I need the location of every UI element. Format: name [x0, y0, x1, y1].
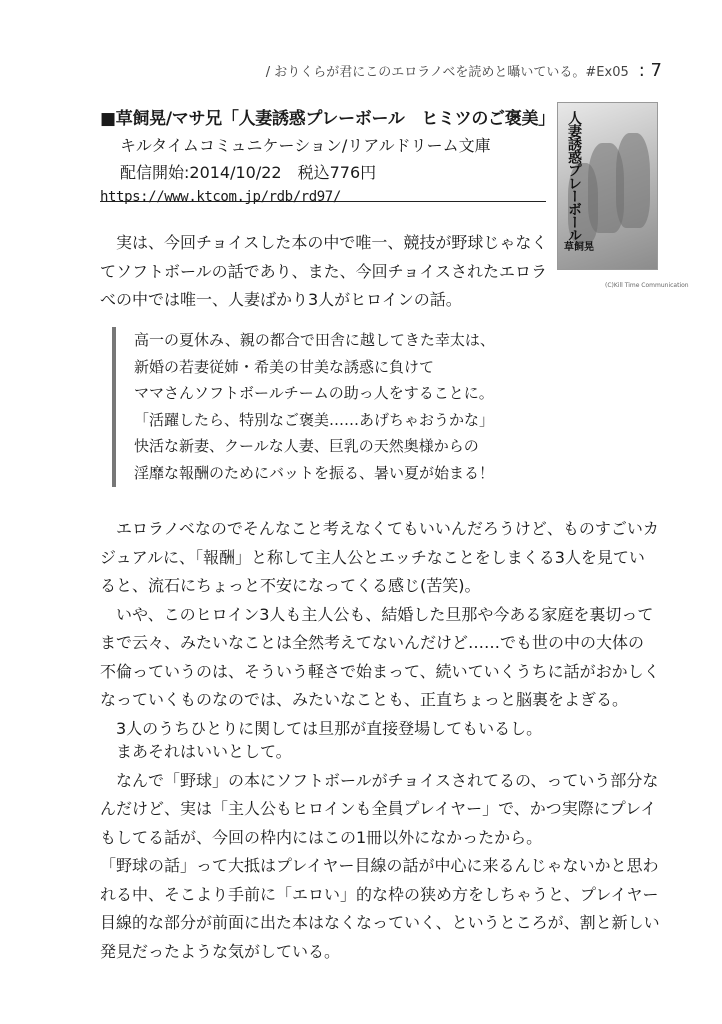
book-release: 配信開始:2014/10/22 税込776円 [120, 163, 377, 182]
text-line: まあそれはいいとして。 [100, 742, 292, 761]
body-paragraph-1 [100, 515, 660, 743]
text-line: 3人のうちひとりに関しては旦那が直接登場してもいるし。 [100, 718, 543, 738]
text-line: 発見だったような気がしている。 [100, 941, 341, 961]
intro-paragraph [100, 229, 640, 315]
text-line: なっていくものなのでは、みたいなことも、正直ちょっと脳裏をよぎる。 [100, 690, 629, 709]
quote-line: 新婚の若妻従姉・希美の甘美な誘惑に負けて [134, 357, 435, 376]
running-header [266, 60, 662, 81]
book-info [100, 104, 555, 205]
book-publisher: キルタイムコミュニケーション/リアルドリーム文庫 [120, 136, 491, 155]
text-line: べの中では唯一、人妻ばかり3人がヒロインの話。 [100, 290, 462, 309]
quote-line: ママさんソフトボールチームの助っ人をすることに。 [134, 384, 494, 402]
text-line: 目線的な部分が前面に出た本はなくなっていく、というところが、割と新しい [100, 913, 660, 932]
text-line: いや、このヒロイン3人も主人公も、結婚した旦那や今ある家庭を裏切って [100, 604, 654, 624]
quote-line: 淫靡な報酬のためにバットを振る、暑い夏が始まる！ [134, 463, 495, 482]
cover-caption: (C)Kill Time Communication [605, 282, 689, 289]
text-line: もしてる話が、今回の枠内にはこの1冊以外になかったから。 [100, 827, 543, 847]
book-title: ■草飼晃/マサ兄「人妻誘惑プレーボール ヒミツのご褒美」 [100, 109, 555, 129]
text-line: 「野球の話」って大抵はプレイヤー目線の話が中心に来るんじゃないかと思わ [100, 856, 659, 875]
text-line: んだけど、実は「主人公もヒロインも全員プレイヤー」で、かつ実際にプレイ [100, 799, 657, 818]
text-line: れる中、そこより手前に「エロい」的な枠の狭め方をしちゃうと、プレイヤー [100, 884, 659, 904]
book-url-link[interactable]: https://www.ktcom.jp/rdb/rd97/ [100, 189, 341, 205]
cover-author: 草飼晃 [564, 242, 594, 253]
running-header-text: / おりくらが君にこのエロラノベを読めと囁いている。#Ex05 [265, 65, 629, 80]
text-line: なんで「野球」の本にソフトボールがチョイスされてるの、っていう部分な [100, 770, 659, 790]
cover-figure [616, 133, 650, 228]
text-line: 不倫っていうのは、そういう軽さで始まって、続いていくうちに話がおかしく [100, 661, 660, 681]
page-number: : 7 [638, 60, 662, 81]
text-line: てソフトボールの話であり、また、今回チョイスされたエロラ [100, 261, 548, 281]
quote-line: 「活躍したら、特別なご褒美……あげちゃおうかな」 [134, 410, 495, 429]
quote-line: 高一の夏休み、親の都合で田舎に越してきた幸太は、 [134, 331, 495, 349]
text-line: 実は、今回チョイスした本の中で唯一、競技が野球じゃなく [100, 233, 548, 252]
body-paragraph-2 [100, 738, 660, 966]
synopsis-quote [112, 327, 564, 487]
text-line: エロラノベなのでそんなこと考えなくてもいいんだろうけど、ものすごいカ [100, 519, 659, 538]
cover-title: 人妻誘惑プレーボール [566, 111, 582, 241]
text-line: まで云々、みたいなことは全然考えてないんだけど……でも世の中の大体の [100, 633, 645, 652]
quote-line: 快活な新妻、クールな人妻、巨乳の天然奥様からの [134, 437, 479, 455]
text-line: ると、流石にちょっと不安になってくる感じ(苦笑)。 [100, 576, 481, 595]
text-line: ジュアルに、「報酬」と称して主人公とエッチなことをしまくる3人を見てい [100, 547, 645, 567]
section-divider [100, 201, 546, 202]
